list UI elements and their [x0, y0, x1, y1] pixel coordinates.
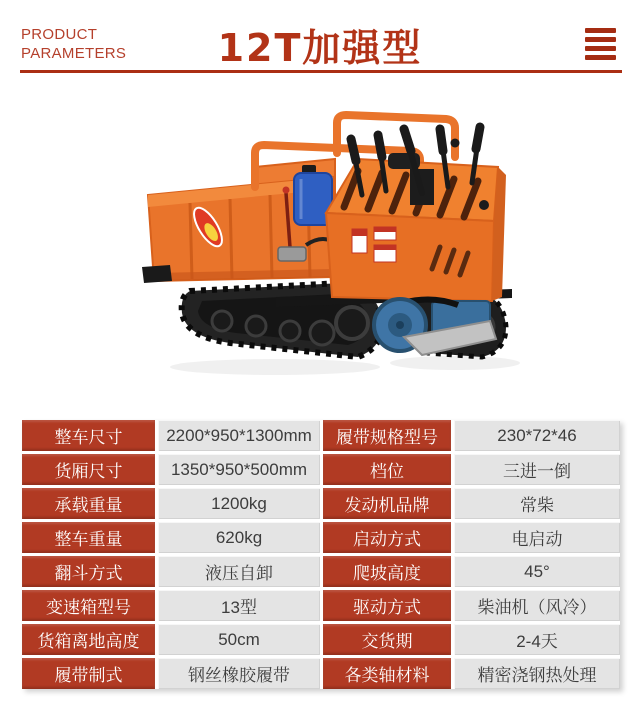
- shadow: [170, 359, 380, 375]
- eyebrow-line2: PARAMETERS: [21, 45, 127, 62]
- spec-table: [22, 420, 620, 689]
- menu-bars-icon: [585, 28, 616, 64]
- spec-label: 驱动方式: [323, 590, 451, 621]
- spec-label: 履带规格型号: [323, 420, 451, 451]
- spec-label: 整车重量: [22, 522, 155, 553]
- spec-label: 履带制式: [22, 658, 155, 689]
- spec-value: 2200*950*1300mm: [158, 420, 320, 451]
- spec-label: 各类轴材料: [323, 658, 451, 689]
- roll-bar-knob: [451, 139, 460, 148]
- spec-value: 1200kg: [158, 488, 320, 519]
- spec-label: 整车尺寸: [22, 420, 155, 451]
- spec-value: 液压自卸: [158, 556, 320, 587]
- spec-label: 爬坡高度: [323, 556, 451, 587]
- spec-label: 货厢尺寸: [22, 454, 155, 485]
- engine-knob: [479, 200, 489, 210]
- spec-label: 交货期: [323, 624, 451, 655]
- spec-label: 承载重量: [22, 488, 155, 519]
- spec-value: 常柴: [454, 488, 620, 519]
- crawler-dumper-illustration: [90, 95, 560, 385]
- spec-value: 45°: [454, 556, 620, 587]
- spec-value: 精密浇钢热处理: [454, 658, 620, 689]
- header-divider: [20, 70, 622, 73]
- menu-bar: [585, 46, 616, 51]
- spec-value: 620kg: [158, 522, 320, 553]
- spec-label: 翻斗方式: [22, 556, 155, 587]
- spec-value: 三进一倒: [454, 454, 620, 485]
- product-photo-crawler-dumper: [90, 95, 560, 385]
- spec-value: 1350*950*500mm: [158, 454, 320, 485]
- menu-bar: [585, 55, 616, 60]
- eyebrow-line1: PRODUCT: [21, 26, 98, 43]
- spec-label: 档位: [323, 454, 451, 485]
- spec-value: 13型: [158, 590, 320, 621]
- shadow: [390, 356, 520, 370]
- menu-bar: [585, 37, 616, 42]
- page-title: 12T加强型: [217, 26, 423, 70]
- spec-label: 货箱离地高度: [22, 624, 155, 655]
- spec-value: 230*72*46: [454, 420, 620, 451]
- spec-value: 2-4天: [454, 624, 620, 655]
- spec-label: 发动机品牌: [323, 488, 451, 519]
- spec-value: 钢丝橡胶履带: [158, 658, 320, 689]
- spec-value: 电启动: [454, 522, 620, 553]
- spec-value: 50cm: [158, 624, 320, 655]
- spec-label: 启动方式: [323, 522, 451, 553]
- spec-value: 柴油机（风冷）: [454, 590, 620, 621]
- spec-label: 变速箱型号: [22, 590, 155, 621]
- menu-bar: [585, 28, 616, 33]
